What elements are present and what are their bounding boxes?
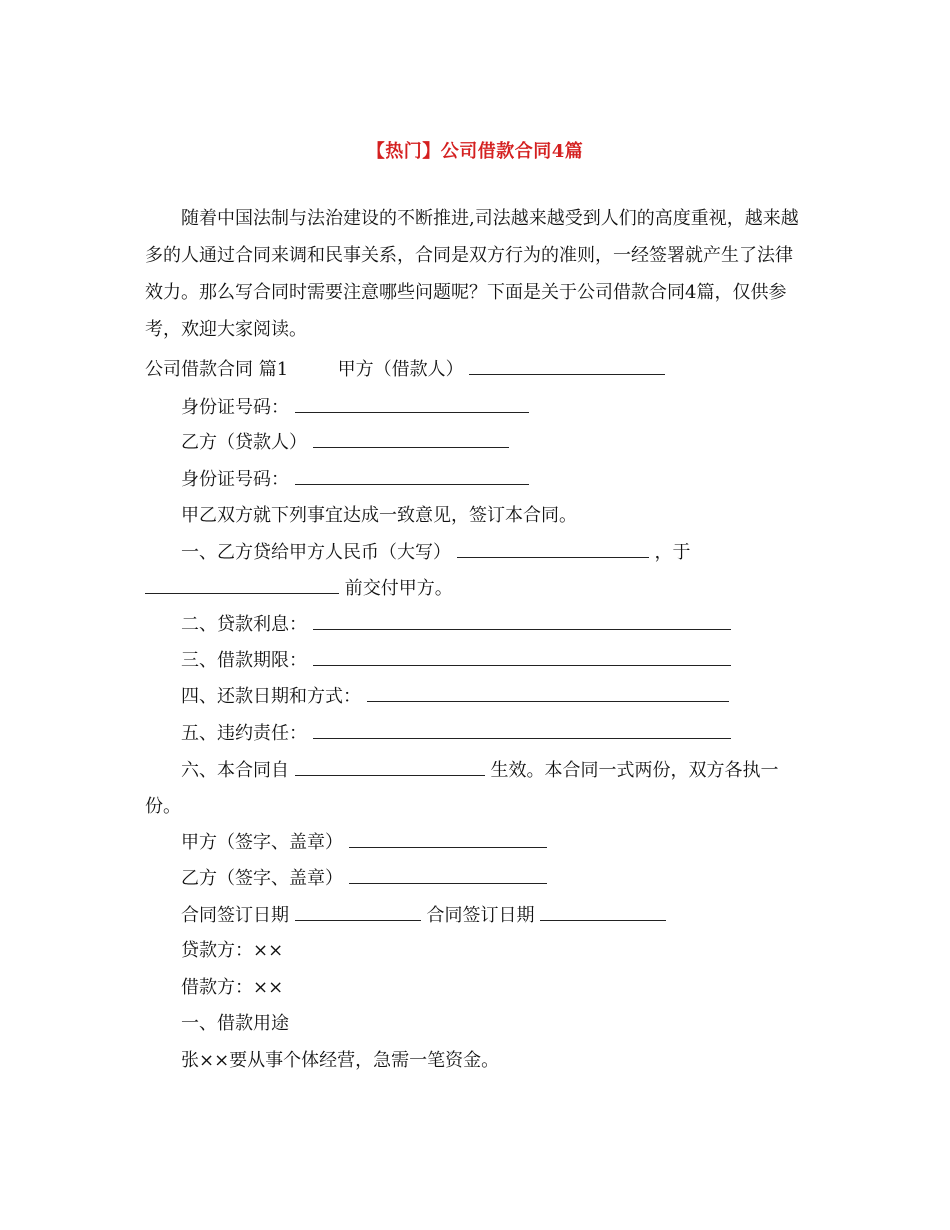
item6-wrap: 份。 (145, 796, 181, 817)
date1-blank (295, 906, 421, 921)
item6-label: 六、本合同自 (181, 760, 289, 781)
item5-blank (313, 724, 731, 739)
item1-line (181, 538, 690, 564)
sign-b-label: 乙方（签字、盖章） (181, 868, 343, 889)
sign-a-blank (349, 833, 547, 848)
item6-line (181, 756, 778, 782)
id-a-label: 身份证号码： (181, 397, 289, 418)
item3-blank (313, 651, 731, 666)
id-a-line (181, 393, 529, 419)
item1-date-blank (145, 579, 339, 594)
party-b-blank (313, 433, 509, 448)
party-a-label: 甲方（借款人） (337, 359, 464, 380)
item2-label: 二、贷款利息： (181, 614, 307, 635)
item6-end: 生效。本合同一式两份，双方各执一 (490, 760, 779, 781)
item1-mid: ，于 (654, 542, 691, 563)
item1-wrap-line (145, 574, 453, 600)
item4-line (181, 682, 729, 708)
sign-b-blank (349, 869, 547, 884)
purpose-heading: 一、借款用途 (181, 1013, 289, 1034)
item1-amount-blank (457, 543, 649, 558)
agreement-line: 甲乙双方就下列事宜达成一致意见，签订本合同。 (181, 505, 577, 526)
id-b-blank (295, 470, 529, 485)
purpose-text: 张××要从事个体经营，急需一笔资金。 (181, 1050, 500, 1071)
contract-heading: 公司借款合同 篇1 (145, 359, 289, 380)
item4-blank (367, 687, 729, 702)
item2-blank (313, 615, 731, 630)
item1-label: 一、乙方贷给甲方人民币（大写） (181, 542, 451, 563)
id-b-line (181, 465, 529, 491)
document-title: 【热门】公司借款合同4篇 (366, 141, 584, 162)
sign-a-line (181, 828, 547, 854)
date1-label: 合同签订日期 (181, 905, 289, 926)
item6-blank (295, 761, 485, 776)
intro-paragraph: 随着中国法制与法治建设的不断推进,司法越来越受到人们的高度重视，越来越多的人通过合同来调和民事关系，合同是双方行为的准则，一经签署就产生了法律效力。那么写合同时需要注意哪些问题呢？下面是关于公司借款合同4篇，仅供参考，欢迎大家阅读。 (145, 208, 799, 340)
date2-label: 合同签订日期 (426, 905, 535, 926)
sign-a-label: 甲方（签字、盖章） (181, 832, 343, 853)
date2-blank (540, 906, 666, 921)
party-b-label: 乙方（贷款人） (181, 432, 307, 453)
contract-heading-line (145, 355, 665, 381)
lender-line: 贷款方：×× (181, 940, 284, 961)
date-line (181, 901, 666, 927)
item5-label: 五、违约责任： (181, 723, 307, 744)
sign-b-line (181, 864, 547, 890)
item3-label: 三、借款期限： (181, 650, 307, 671)
item1-end: 前交付甲方。 (344, 578, 453, 599)
item2-line (181, 610, 731, 636)
party-a-blank (469, 360, 665, 375)
item3-line (181, 646, 731, 672)
borrower-line: 借款方：×× (181, 977, 284, 998)
party-b-line (181, 428, 509, 454)
item5-line (181, 719, 731, 745)
item4-label: 四、还款日期和方式： (181, 686, 361, 707)
id-a-blank (295, 398, 529, 413)
id-b-label: 身份证号码： (181, 469, 289, 490)
